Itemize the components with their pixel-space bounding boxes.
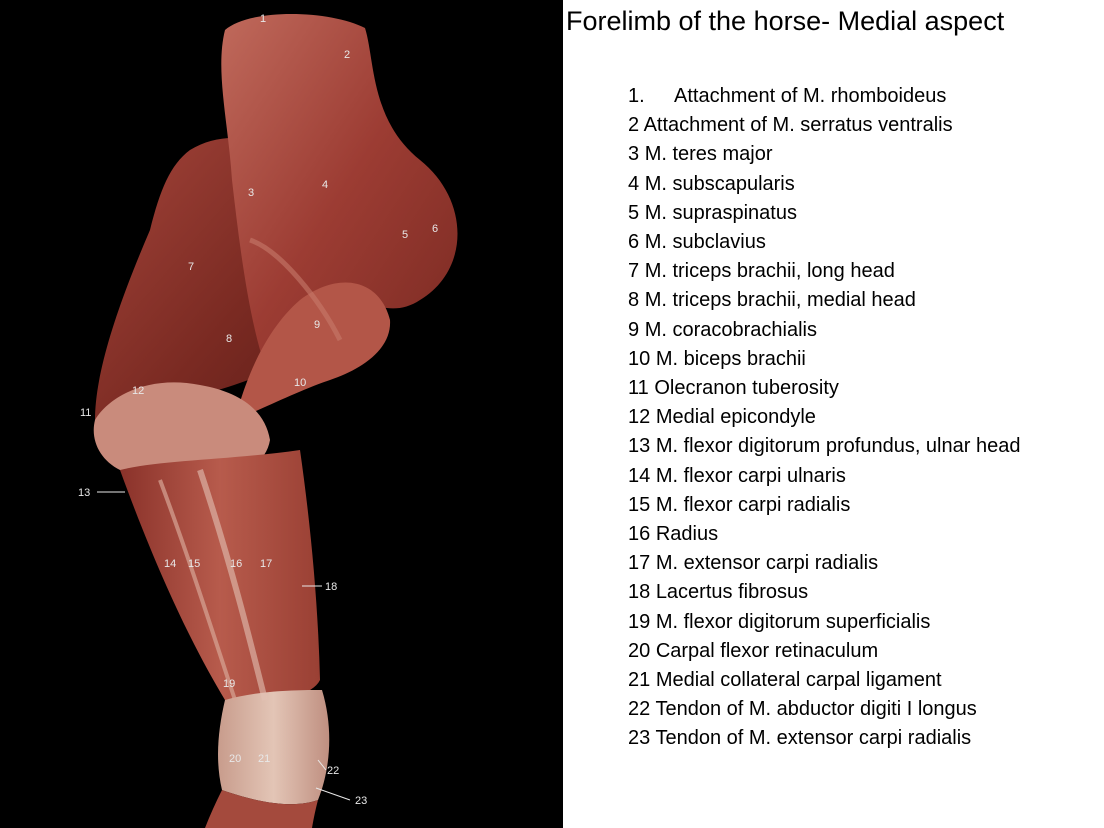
legend-item <box>628 374 1020 403</box>
legend-text: M. triceps brachii, medial head <box>644 289 916 312</box>
photo-label-19: 19 <box>223 678 236 690</box>
legend-item <box>628 82 1020 111</box>
photo-label-16: 16 <box>230 558 243 570</box>
legend-item <box>628 608 1020 637</box>
legend-item <box>628 316 1020 345</box>
legend-number: 23 <box>628 727 651 750</box>
photo-label-3: 3 <box>248 187 255 199</box>
legend-number: 15 <box>628 493 651 516</box>
photo-label-5: 5 <box>402 229 409 241</box>
photo-label-10: 10 <box>294 377 307 389</box>
legend-text: M. flexor digitorum superficialis <box>655 610 931 633</box>
legend-number: 4 <box>628 172 640 195</box>
legend-item <box>628 520 1020 549</box>
legend-number: 16 <box>628 523 651 546</box>
photo-label-21: 21 <box>258 753 271 765</box>
legend-text: M. flexor carpi radialis <box>655 493 851 516</box>
legend-item <box>628 724 1020 753</box>
legend-item <box>628 140 1020 169</box>
legend-item <box>628 491 1020 520</box>
legend-item <box>628 695 1020 724</box>
legend-number: 9 <box>628 318 640 341</box>
legend-text: Radius <box>655 523 719 546</box>
legend-number: 11 <box>628 377 649 400</box>
photo-label-23: 23 <box>355 795 368 807</box>
photo-label-7: 7 <box>188 261 195 273</box>
legend-text: M. extensor carpi radialis <box>655 552 879 575</box>
legend-item <box>628 403 1020 432</box>
legend-number: 20 <box>628 639 651 662</box>
photo-label-8: 8 <box>226 333 233 345</box>
legend-number: 3 <box>628 143 640 166</box>
legend-text: Tendon of M. extensor carpi radialis <box>655 727 972 750</box>
photo-label-12: 12 <box>132 385 145 397</box>
photo-label-14: 14 <box>164 558 177 570</box>
legend-item <box>628 345 1020 374</box>
legend-text: M. flexor carpi ulnaris <box>655 464 846 487</box>
legend-number: 19 <box>628 610 651 633</box>
legend-item <box>628 199 1020 228</box>
legend-number: 18 <box>628 581 651 604</box>
legend-number: 1. <box>628 85 645 107</box>
legend-text: Olecranon tuberosity <box>654 377 839 400</box>
slide-title: Forelimb of the horse- Medial aspect <box>566 6 1005 36</box>
legend-text: M. triceps brachii, long head <box>644 260 895 283</box>
leader-line <box>316 788 350 800</box>
photo-label-4: 4 <box>322 179 329 191</box>
legend-item <box>628 549 1020 578</box>
legend-number: 2 <box>628 114 640 137</box>
legend-item <box>628 111 1020 140</box>
legend-text: M. teres major <box>644 143 773 166</box>
legend-item <box>628 228 1020 257</box>
photo-label-11: 11 <box>80 407 92 419</box>
photo-label-2: 2 <box>344 49 351 61</box>
photo-label-18: 18 <box>325 581 338 593</box>
legend-number: 12 <box>628 406 651 429</box>
photo-label-9: 9 <box>314 319 321 331</box>
legend-text: M. flexor digitorum profundus, ulnar head <box>655 435 1021 458</box>
legend-item <box>628 170 1020 199</box>
photo-label-1: 1 <box>260 13 267 25</box>
legend-number: 10 <box>628 347 651 370</box>
photo-label-17: 17 <box>260 558 273 570</box>
photo-label-13: 13 <box>78 487 91 499</box>
photo-label-6: 6 <box>432 223 439 235</box>
legend-text: M. biceps brachii <box>655 347 806 370</box>
legend-text: Medial collateral carpal ligament <box>655 669 942 692</box>
legend-item <box>628 257 1020 286</box>
legend-text: Medial epicondyle <box>655 406 816 429</box>
photo-label-20: 20 <box>229 753 242 765</box>
legend-text: M. coracobrachialis <box>644 318 817 341</box>
legend-number: 7 <box>628 260 640 283</box>
legend-list <box>628 82 1020 754</box>
legend-number: 14 <box>628 464 651 487</box>
legend-text: M. subclavius <box>644 231 766 254</box>
legend-item <box>628 286 1020 315</box>
legend-number: 6 <box>628 231 640 254</box>
forearm-region <box>120 450 320 702</box>
legend-number: 21 <box>628 669 651 692</box>
legend-item <box>628 637 1020 666</box>
legend-text: Carpal flexor retinaculum <box>655 639 879 662</box>
legend-text: M. supraspinatus <box>644 201 797 224</box>
legend-item <box>628 666 1020 695</box>
legend-number: 17 <box>628 552 651 575</box>
legend-number: 8 <box>628 289 640 312</box>
legend-number: 22 <box>628 698 651 721</box>
legend-text: Attachment of M. serratus ventralis <box>643 114 953 137</box>
legend-text: Tendon of M. abductor digiti I longus <box>655 698 977 721</box>
legend-number: 5 <box>628 201 640 224</box>
legend-number: 13 <box>628 435 651 458</box>
legend-item <box>628 432 1020 461</box>
legend-text: Lacertus fibrosus <box>655 581 809 604</box>
photo-label-15: 15 <box>188 558 201 570</box>
legend-item <box>628 462 1020 491</box>
legend-item <box>628 578 1020 607</box>
photo-label-22: 22 <box>327 765 340 777</box>
legend-text: M. subscapularis <box>644 172 795 195</box>
carpus-region <box>218 690 329 804</box>
legend-text: Attachment of M. rhomboideus <box>674 85 947 107</box>
